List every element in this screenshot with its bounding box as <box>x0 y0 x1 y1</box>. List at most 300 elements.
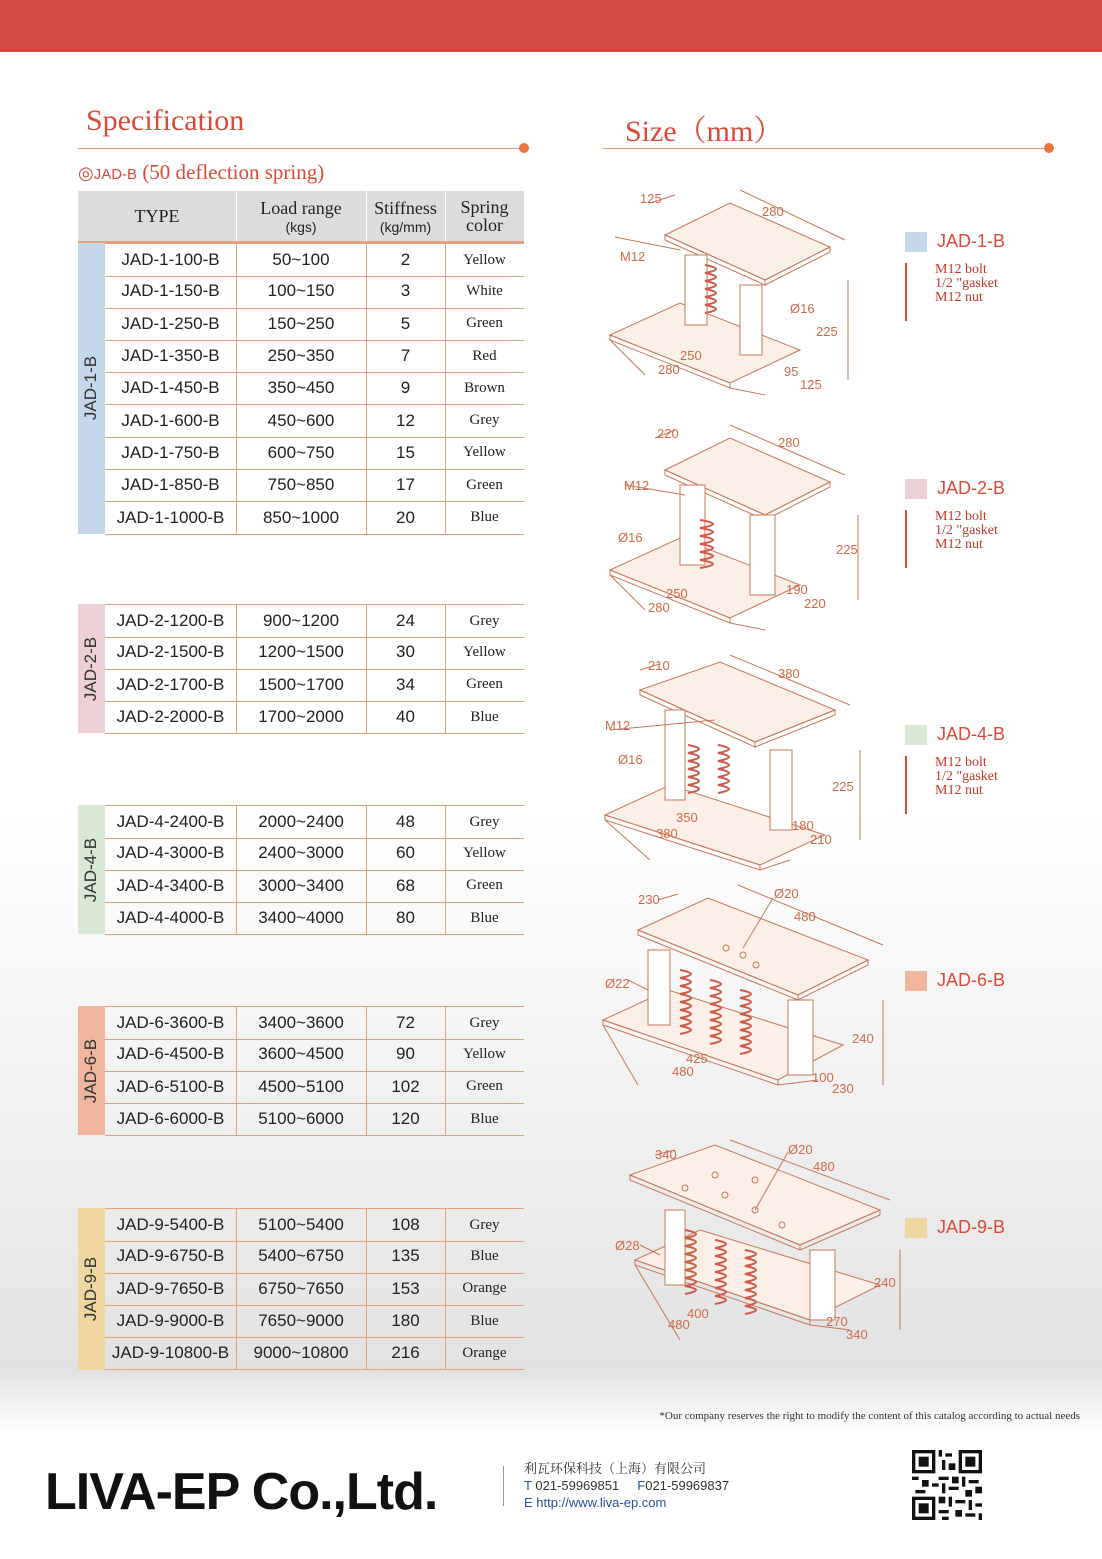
table-subtitle <box>78 160 324 185</box>
table-row <box>105 340 524 373</box>
dim-base-d: 210 <box>810 832 832 847</box>
spec-divider-dot <box>519 143 529 153</box>
cell-stiffness: 24 <box>396 611 415 631</box>
note-line: M12 nut <box>935 537 983 552</box>
legend-swatch <box>905 1218 927 1238</box>
column-divider <box>445 1071 446 1103</box>
dim-bolt: M12 <box>605 718 631 733</box>
cell-type: JAD-6-6000-B <box>116 1109 225 1129</box>
cell-type: JAD-1-100-B <box>121 250 220 270</box>
legend-swatch <box>905 971 927 991</box>
dim-hole: Ø16 <box>790 301 815 316</box>
cell-spring-color: Brown <box>464 379 505 396</box>
cell-spring-color: Blue <box>470 708 499 725</box>
column-divider <box>236 437 237 469</box>
column-divider <box>366 308 367 340</box>
cell-load-range: 100~150 <box>267 281 335 301</box>
group-label <box>78 805 105 934</box>
group-side-bar <box>78 805 105 934</box>
table-row <box>105 1071 524 1104</box>
column-divider <box>236 605 237 637</box>
specification-title: Specification <box>86 104 245 137</box>
cell-spring-color: Blue <box>470 1312 499 1329</box>
table-row <box>105 275 524 308</box>
column-divider <box>445 437 446 469</box>
dim-bolt: Ø20 <box>788 1142 813 1157</box>
legend-swatch <box>905 725 927 745</box>
cell-load-range: 900~1200 <box>262 611 340 631</box>
cell-stiffness: 34 <box>396 674 415 694</box>
column-divider <box>236 372 237 404</box>
column-divider <box>445 806 446 838</box>
disclaimer-mark: * <box>659 1410 665 1422</box>
dim-height: 240 <box>852 1031 874 1046</box>
cell-spring-color: Yellow <box>463 643 506 660</box>
dim-hole: Ø28 <box>615 1238 640 1253</box>
dim-hole: Ø16 <box>618 530 643 545</box>
column-divider <box>236 1071 237 1103</box>
cell-stiffness: 20 <box>396 507 415 527</box>
table-row <box>105 902 524 935</box>
cell-spring-color: Yellow <box>463 251 506 268</box>
group-jad-2-b <box>78 604 524 733</box>
diagram-jad-2-b <box>600 420 870 645</box>
cell-type: JAD-9-9000-B <box>116 1311 225 1331</box>
cell-type: JAD-1-600-B <box>121 410 220 430</box>
column-divider <box>445 701 446 733</box>
cell-stiffness: 135 <box>391 1246 420 1266</box>
group-jad-1-b <box>78 243 524 534</box>
column-divider <box>445 244 446 276</box>
table-row <box>105 1006 524 1040</box>
subtitle-text: (50 deflection spring) <box>142 160 325 184</box>
cell-load-range: 50~100 <box>272 250 330 270</box>
cell-stiffness: 5 <box>400 313 411 333</box>
cell-load-range: 3400~4000 <box>258 908 344 928</box>
dim-top-length: 480 <box>794 909 816 924</box>
legend-jad-2-b <box>905 478 1005 499</box>
spec-table-header <box>78 191 524 243</box>
cell-stiffness: 12 <box>396 410 415 430</box>
column-divider <box>445 340 446 372</box>
qr-code <box>912 1450 982 1520</box>
dim-base-d: 125 <box>800 377 822 392</box>
cell-stiffness: 180 <box>391 1311 420 1331</box>
dim-top-width: 220 <box>657 426 679 441</box>
cell-spring-color: Grey <box>469 412 500 429</box>
table-row <box>105 837 524 870</box>
note-line: 1/2 "gasket <box>935 769 998 784</box>
column-divider <box>445 372 446 404</box>
cell-load-range: 350~450 <box>267 378 335 398</box>
dim-top-width: 230 <box>638 892 660 907</box>
size-divider <box>603 148 1049 149</box>
disclaimer-text: Our company reserves the right to modify the content of this catalog according to actual needs <box>664 1410 1080 1422</box>
cell-spring-color: Blue <box>470 909 499 926</box>
column-divider <box>236 1240 237 1272</box>
subtitle-code: JAD-B <box>93 166 138 183</box>
cell-stiffness: 2 <box>400 250 411 270</box>
column-divider <box>445 1305 446 1337</box>
group-label <box>78 1208 105 1370</box>
cell-stiffness: 15 <box>396 442 415 462</box>
table-row <box>105 243 524 277</box>
column-divider <box>445 1240 446 1272</box>
note-line: M12 nut <box>935 290 983 305</box>
website-link[interactable]: http://www.liva-ep.com <box>536 1495 667 1510</box>
cell-load-range: 5400~6750 <box>258 1246 344 1266</box>
group-jad-6-b <box>78 1006 524 1135</box>
group-jad-9-b <box>78 1208 524 1370</box>
header-spring-label: Spring <box>460 197 509 217</box>
column-divider <box>366 1337 367 1369</box>
size-title: Size（mm） <box>625 115 784 148</box>
header-load <box>236 191 366 241</box>
cell-spring-color: Blue <box>470 1110 499 1127</box>
note-line: M12 nut <box>935 783 983 798</box>
column-divider <box>445 902 446 934</box>
column-divider <box>366 244 367 276</box>
cell-spring-color: Blue <box>470 509 499 526</box>
legend-label: JAD-2-B <box>937 478 1006 498</box>
column-divider <box>236 340 237 372</box>
cell-stiffness: 60 <box>396 843 415 863</box>
column-divider <box>445 669 446 701</box>
cell-spring-color: Green <box>466 315 503 332</box>
dim-top-length: 380 <box>778 666 800 681</box>
cell-spring-color: Orange <box>462 1280 507 1297</box>
dim-base-c: 190 <box>786 582 808 597</box>
cell-stiffness: 48 <box>396 812 415 832</box>
column-divider <box>236 244 237 276</box>
cell-load-range: 3400~3600 <box>258 1013 344 1033</box>
cell-stiffness: 80 <box>396 908 415 928</box>
cell-load-range: 750~850 <box>267 475 335 495</box>
cell-load-range: 7650~9000 <box>258 1311 344 1331</box>
cell-load-range: 450~600 <box>267 410 335 430</box>
fax-number: 021-59969837 <box>645 1478 730 1493</box>
table-row <box>105 870 524 903</box>
column-divider <box>445 636 446 668</box>
column-divider <box>236 1209 237 1241</box>
top-banner <box>0 0 1102 52</box>
cell-spring-color: Yellow <box>463 1045 506 1062</box>
group-label-text: JAD-9-B <box>81 1256 101 1321</box>
cell-type: JAD-6-4500-B <box>116 1044 225 1064</box>
column-divider <box>445 1038 446 1070</box>
column-divider <box>445 469 446 501</box>
cell-load-range: 5100~5400 <box>258 1215 344 1235</box>
legend-jad-1-b <box>905 231 1005 252</box>
spec-divider <box>78 148 524 149</box>
column-divider <box>236 1038 237 1070</box>
cell-load-range: 2400~3000 <box>258 843 344 863</box>
dim-bolt: M12 <box>624 478 650 493</box>
column-divider <box>236 1305 237 1337</box>
cell-stiffness: 40 <box>396 707 415 727</box>
dim-height: 225 <box>836 542 858 557</box>
cell-load-range: 6750~7650 <box>258 1278 344 1298</box>
column-divider <box>366 1007 367 1039</box>
subtitle-symbol: ◎ <box>78 163 94 183</box>
group-jad-4-b <box>78 805 524 934</box>
column-divider <box>366 1209 367 1241</box>
note-line: 1/2 "gasket <box>935 276 998 291</box>
column-divider <box>366 605 367 637</box>
header-color-label: color <box>466 215 503 235</box>
dim-hole: Ø22 <box>605 976 630 991</box>
column-divider <box>445 1209 446 1241</box>
notes-jad-2-b <box>905 510 998 568</box>
column-divider <box>445 1103 446 1135</box>
cell-type: JAD-1-350-B <box>121 346 220 366</box>
column-divider <box>366 437 367 469</box>
company-name: LIVA-EP Co.,Ltd. <box>45 1463 438 1521</box>
cell-type: JAD-2-1200-B <box>116 611 225 631</box>
catalog-disclaimer <box>659 1410 1080 1422</box>
size-divider-dot <box>1044 143 1054 153</box>
dim-height: 240 <box>874 1275 896 1290</box>
cell-spring-color: Grey <box>469 813 500 830</box>
tel-number: 021-59969851 <box>535 1478 620 1493</box>
diagram-jad-1-b <box>600 185 870 410</box>
column-divider <box>366 870 367 902</box>
note-line: M12 bolt <box>935 509 987 524</box>
table-row <box>105 437 524 470</box>
legend-swatch <box>905 479 927 499</box>
cell-load-range: 1500~1700 <box>258 674 344 694</box>
group-label <box>78 243 105 534</box>
cell-type: JAD-2-1500-B <box>116 642 225 662</box>
legend-jad-9-b <box>905 1217 1005 1238</box>
column-divider <box>236 1273 237 1305</box>
column-divider <box>366 405 367 437</box>
dim-base-c: 270 <box>826 1314 848 1329</box>
cell-load-range: 600~750 <box>267 442 335 462</box>
column-divider <box>366 1071 367 1103</box>
fax-key: F <box>637 1478 646 1493</box>
dim-base-a: 250 <box>666 586 688 601</box>
contact-block <box>524 1460 729 1511</box>
cell-type: JAD-6-5100-B <box>116 1076 225 1096</box>
diagram-jad-4-b <box>600 650 870 875</box>
table-row <box>105 1240 524 1273</box>
cell-type: JAD-6-3600-B <box>116 1013 225 1033</box>
cell-type: JAD-1-1000-B <box>116 507 225 527</box>
column-divider <box>445 308 446 340</box>
cell-stiffness: 3 <box>400 281 411 301</box>
header-stiffness <box>366 191 445 241</box>
dim-bolt: Ø20 <box>774 886 799 901</box>
cell-type: JAD-9-6750-B <box>116 1246 225 1266</box>
cell-load-range: 3600~4500 <box>258 1044 344 1064</box>
legend-swatch <box>905 232 927 252</box>
cell-type: JAD-2-2000-B <box>116 707 225 727</box>
table-row <box>105 1208 524 1242</box>
column-divider <box>236 701 237 733</box>
header-stiffness-unit: (kg/mm) <box>379 218 432 235</box>
cell-type: JAD-4-3400-B <box>116 875 225 895</box>
dim-top-length: 280 <box>778 435 800 450</box>
header-spring-color <box>445 191 524 241</box>
column-divider <box>366 902 367 934</box>
dim-base-b: 480 <box>672 1064 694 1079</box>
column-divider <box>236 636 237 668</box>
column-divider <box>445 870 446 902</box>
dim-base-d: 230 <box>832 1081 854 1096</box>
dim-base-b: 380 <box>656 826 678 841</box>
header-stiffness-label: Stiffness <box>374 197 437 218</box>
column-divider <box>366 372 367 404</box>
column-divider <box>236 469 237 501</box>
legend-jad-6-b <box>905 970 1005 991</box>
cell-load-range: 3000~3400 <box>258 875 344 895</box>
cell-type: JAD-1-450-B <box>121 378 220 398</box>
column-divider <box>236 1103 237 1135</box>
dim-base-a: 350 <box>676 810 698 825</box>
column-divider <box>236 405 237 437</box>
dim-bolt: M12 <box>620 249 646 264</box>
cell-spring-color: Grey <box>469 612 500 629</box>
group-side-bar <box>78 604 105 733</box>
cell-spring-color: Grey <box>469 1014 500 1031</box>
cell-load-range: 150~250 <box>267 313 335 333</box>
column-divider <box>445 1273 446 1305</box>
table-row <box>105 701 524 734</box>
legend-label: JAD-4-B <box>937 724 1006 744</box>
cell-load-range: 1200~1500 <box>258 642 344 662</box>
header-type-label: TYPE <box>134 206 180 226</box>
column-divider <box>366 340 367 372</box>
dim-base-c: 95 <box>784 364 799 379</box>
dim-top-length: 280 <box>762 204 784 219</box>
column-divider <box>366 837 367 869</box>
dim-base-a: 425 <box>686 1051 708 1066</box>
cell-stiffness: 9 <box>400 378 411 398</box>
column-divider <box>445 1007 446 1039</box>
column-divider <box>236 902 237 934</box>
notes-jad-1-b <box>905 263 998 321</box>
cell-stiffness: 120 <box>391 1109 420 1129</box>
cell-type: JAD-1-250-B <box>121 313 220 333</box>
tel-key: T <box>524 1478 532 1493</box>
group-side-bar <box>78 1208 105 1370</box>
column-divider <box>366 1273 367 1305</box>
cell-type: JAD-1-850-B <box>121 475 220 495</box>
cell-type: JAD-1-750-B <box>121 442 220 462</box>
table-row <box>105 1305 524 1338</box>
cell-spring-color: Red <box>472 347 497 364</box>
cell-stiffness: 7 <box>400 346 411 366</box>
cell-spring-color: Blue <box>470 1247 499 1264</box>
cell-spring-color: Grey <box>469 1216 500 1233</box>
dim-base-b: 280 <box>658 362 680 377</box>
column-divider <box>366 1305 367 1337</box>
table-row <box>105 308 524 341</box>
column-divider <box>366 701 367 733</box>
cell-stiffness: 72 <box>396 1013 415 1033</box>
cell-load-range: 2000~2400 <box>258 812 344 832</box>
group-label-text: JAD-4-B <box>81 837 101 902</box>
legend-label: JAD-9-B <box>937 1217 1006 1237</box>
table-row <box>105 372 524 405</box>
column-divider <box>366 275 367 307</box>
legend-label: JAD-6-B <box>937 970 1006 990</box>
cell-spring-color: Orange <box>462 1344 507 1361</box>
table-row <box>105 1273 524 1306</box>
column-divider <box>366 806 367 838</box>
dim-hole: Ø16 <box>618 752 643 767</box>
cell-load-range: 4500~5100 <box>258 1076 344 1096</box>
cell-stiffness: 17 <box>396 475 415 495</box>
cell-spring-color: Green <box>466 676 503 693</box>
note-line: 1/2 "gasket <box>935 523 998 538</box>
cell-type: JAD-9-10800-B <box>111 1343 230 1363</box>
table-row <box>105 669 524 702</box>
cell-type: JAD-9-7650-B <box>116 1278 225 1298</box>
column-divider <box>366 469 367 501</box>
cell-load-range: 1700~2000 <box>258 707 344 727</box>
group-label-text: JAD-6-B <box>81 1038 101 1103</box>
table-row <box>105 1337 524 1370</box>
column-divider <box>366 669 367 701</box>
column-divider <box>236 837 237 869</box>
dim-height: 225 <box>832 779 854 794</box>
column-divider <box>236 870 237 902</box>
cell-spring-color: Yellow <box>463 844 506 861</box>
column-divider <box>445 605 446 637</box>
note-line: M12 bolt <box>935 262 987 277</box>
table-row <box>105 636 524 669</box>
cell-load-range: 5100~6000 <box>258 1109 344 1129</box>
dim-base-d: 340 <box>846 1327 868 1342</box>
table-row <box>105 805 524 839</box>
dim-base-b: 280 <box>648 600 670 615</box>
notes-jad-4-b <box>905 756 998 814</box>
column-divider <box>445 837 446 869</box>
column-divider <box>236 308 237 340</box>
table-row <box>105 405 524 438</box>
cell-type: JAD-4-2400-B <box>116 812 225 832</box>
cell-stiffness: 90 <box>396 1044 415 1064</box>
dim-top-width: 210 <box>648 658 670 673</box>
cell-type: JAD-9-5400-B <box>116 1215 225 1235</box>
legend-label: JAD-1-B <box>937 231 1006 251</box>
column-divider <box>366 501 367 533</box>
group-label <box>78 604 105 733</box>
cell-spring-color: White <box>466 282 503 299</box>
cell-load-range: 9000~10800 <box>253 1343 349 1363</box>
diagram-jad-6-b <box>598 880 888 1120</box>
cell-spring-color: Yellow <box>463 444 506 461</box>
dim-base-c: 180 <box>792 818 814 833</box>
cell-stiffness: 216 <box>391 1343 420 1363</box>
dim-height: 225 <box>816 324 838 339</box>
dim-top-width: 340 <box>655 1147 677 1162</box>
dim-top-length: 480 <box>813 1159 835 1174</box>
group-label <box>78 1006 105 1135</box>
dim-base-b: 480 <box>668 1317 690 1332</box>
header-load-unit: (kgs) <box>285 218 317 235</box>
cell-type: JAD-4-3000-B <box>116 843 225 863</box>
cell-spring-color: Green <box>466 476 503 493</box>
group-label-text: JAD-1-B <box>81 356 101 421</box>
cell-type: JAD-4-4000-B <box>116 908 225 928</box>
cell-stiffness: 153 <box>391 1278 420 1298</box>
column-divider <box>366 1103 367 1135</box>
table-row <box>105 1103 524 1136</box>
cell-stiffness: 30 <box>396 642 415 662</box>
